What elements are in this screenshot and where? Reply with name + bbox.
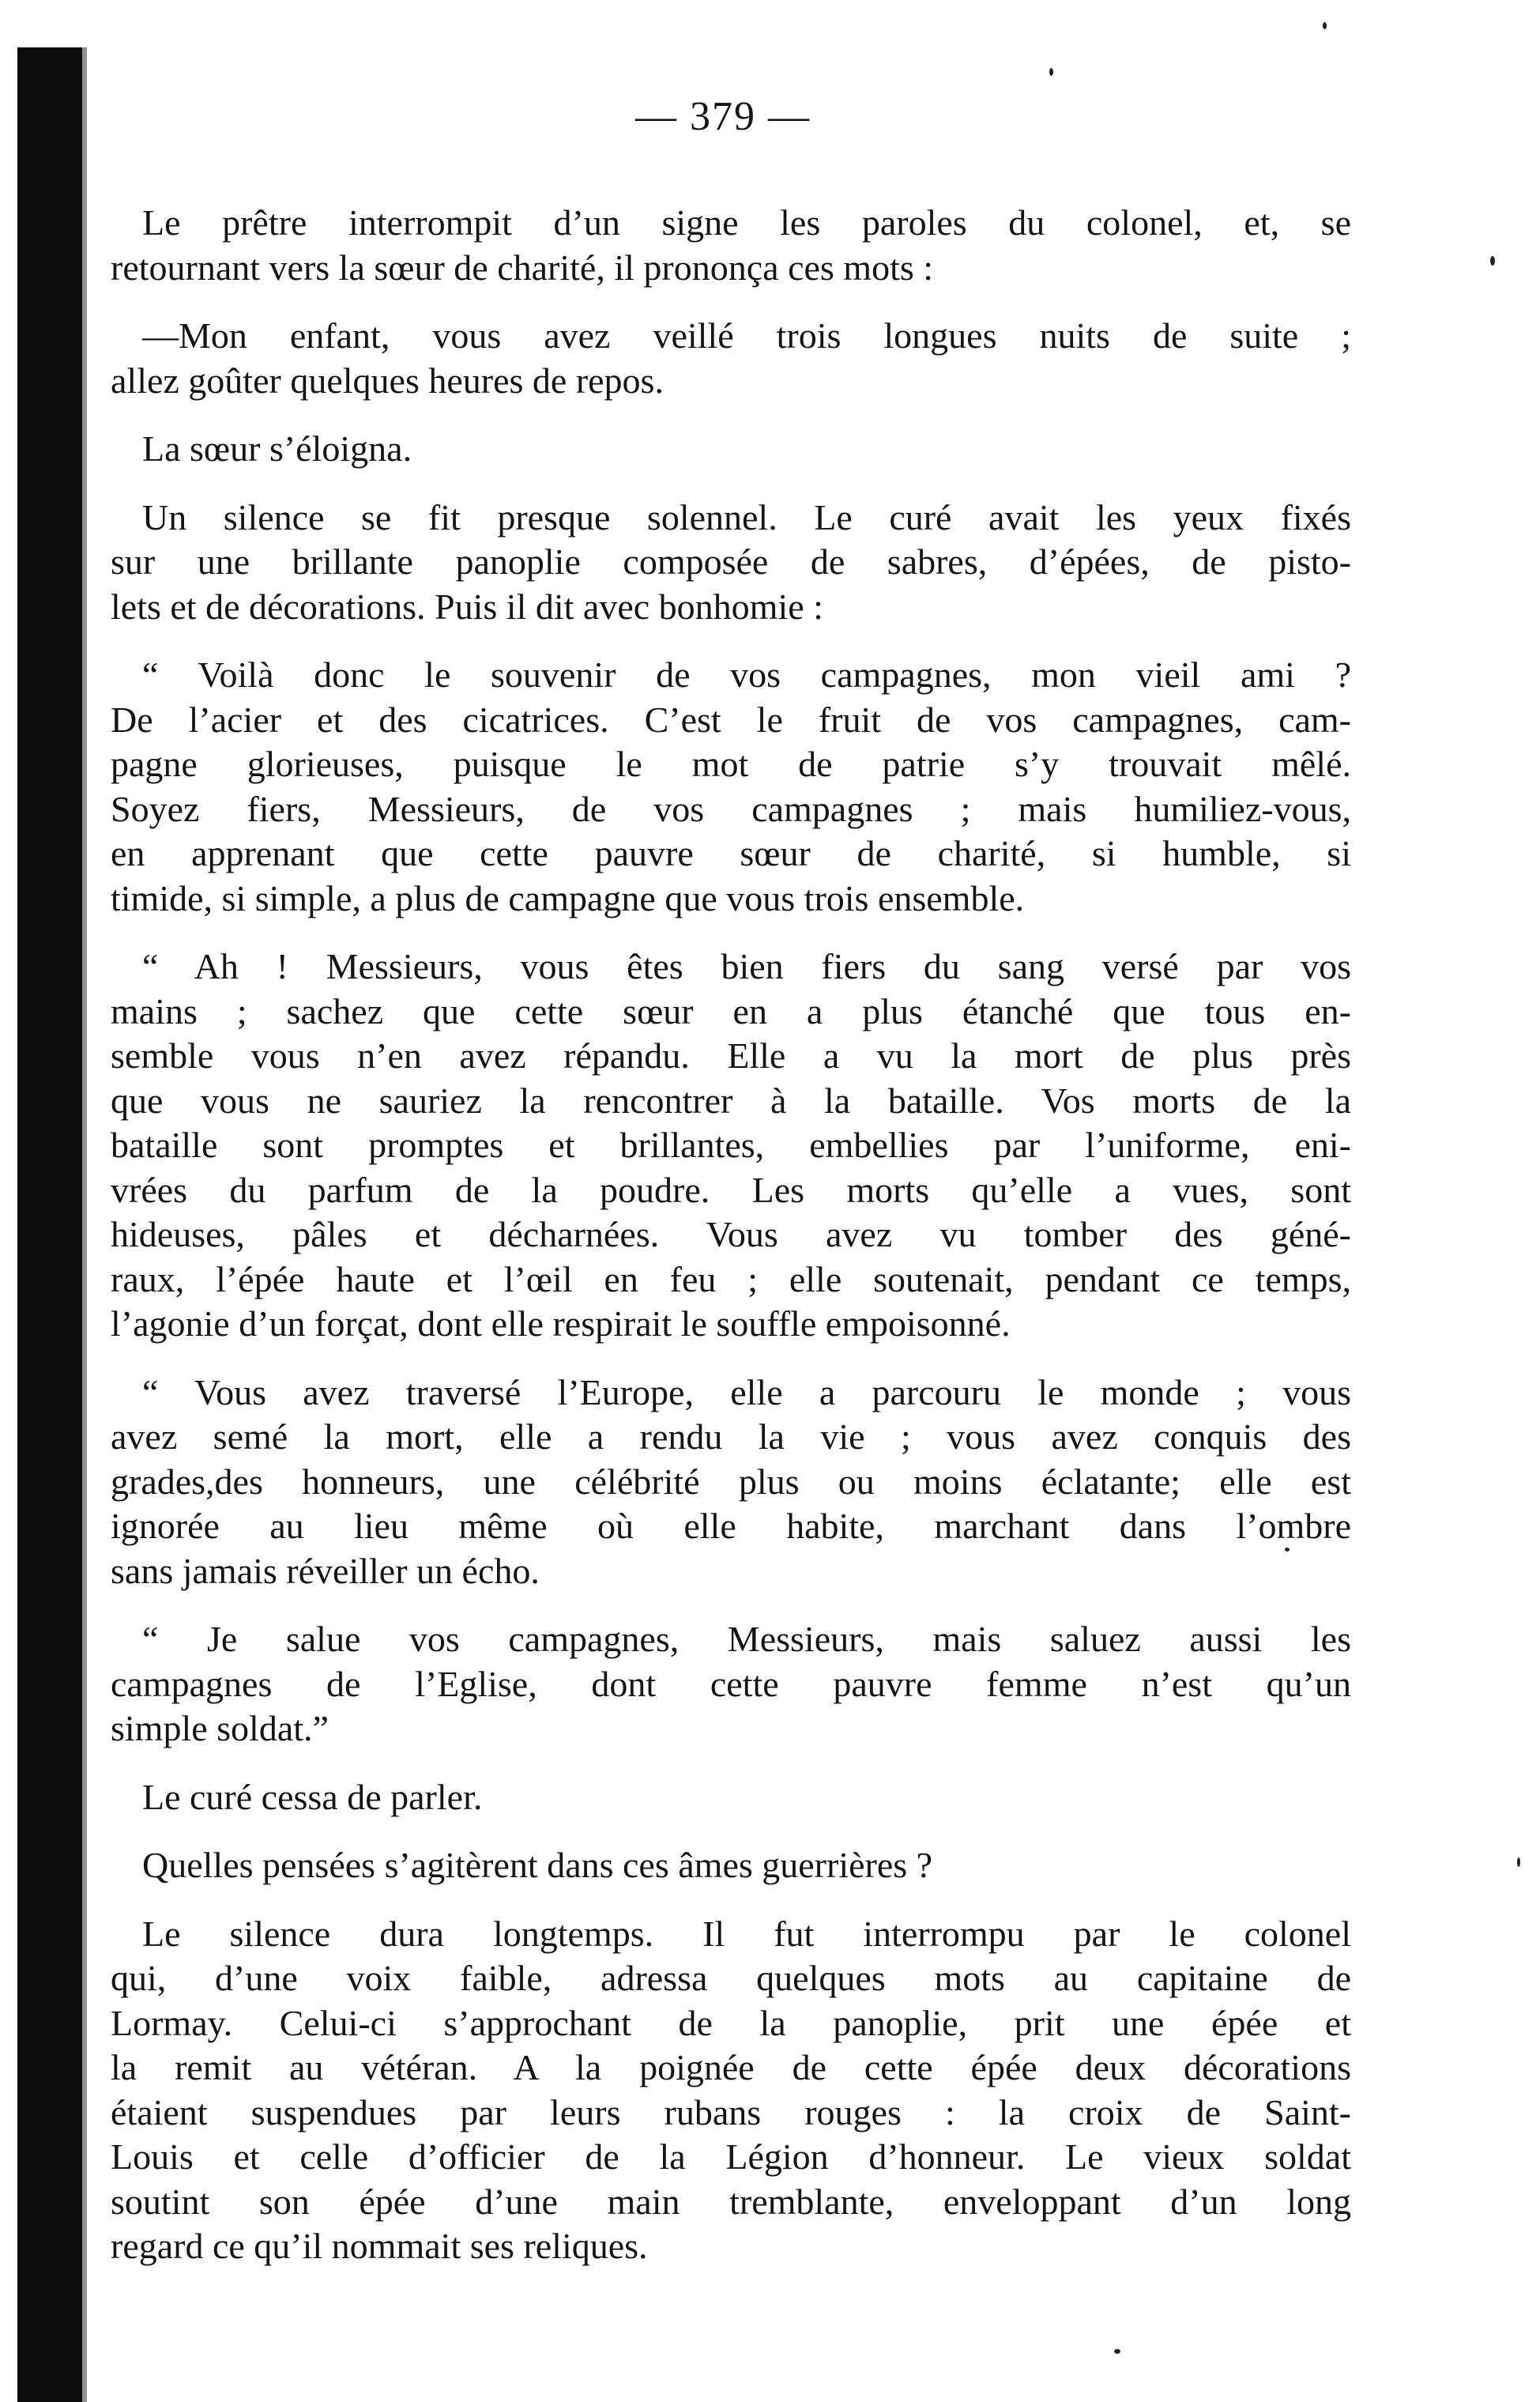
paragraph bbox=[111, 201, 1351, 290]
text-line: sur une brillante panoplie composée de sabres, d’épées, de pisto- bbox=[111, 541, 1351, 582]
text-line: allez goûter quelques heures de repos. bbox=[111, 360, 664, 401]
text-line: mains ; sachez que cette sœur en a plus étanché que tous en- bbox=[111, 990, 1351, 1031]
text-line: regard ce qu’il nommait ses reliques. bbox=[111, 2226, 648, 2266]
text-line: raux, l’épée haute et l’œil en feu ; elle soutenait, pendant ce temps, bbox=[111, 1258, 1351, 1299]
text-line: Le silence dura longtemps. Il fut interrompu par le colonel bbox=[142, 1913, 1351, 1954]
text-line: étaient suspendues par leurs rubans rouges : la croix de Saint- bbox=[111, 2091, 1351, 2132]
scan-speck bbox=[1490, 256, 1495, 266]
scan-speck bbox=[1517, 1857, 1520, 1867]
book-gutter-shadow bbox=[17, 47, 82, 2402]
gutter-edge bbox=[82, 47, 87, 2402]
text-line: qui, d’une voix faible, adressa quelques mots au capitaine de bbox=[111, 1958, 1351, 1998]
text-line: la remit au vétéran. A la poignée de cette épée deux décorations bbox=[111, 2047, 1351, 2087]
text-line: grades,des honneurs, une célébrité plus ou moins éclatante; elle est bbox=[111, 1461, 1351, 1502]
paragraph bbox=[111, 1371, 1351, 1594]
paragraph bbox=[111, 496, 1351, 630]
text-line: ignorée au lieu même où elle habite, marchant dans l’ombre bbox=[111, 1506, 1351, 1546]
paragraph bbox=[111, 1843, 1351, 1888]
text-line: simple soldat.” bbox=[111, 1708, 329, 1748]
text-line: bataille sont promptes et brillantes, embellies par l’uniforme, eni- bbox=[111, 1125, 1351, 1165]
scan-speck bbox=[1114, 2349, 1120, 2354]
paragraph bbox=[111, 1617, 1351, 1752]
text-line: timide, si simple, a plus de campagne que vous trois ensemble. bbox=[111, 877, 1025, 918]
text-line: Louis et celle d’officier de la Légion d’honneur. Le vieux soldat bbox=[111, 2136, 1351, 2177]
text-line: campagnes de l’Eglise, dont cette pauvre femme n’est qu’un bbox=[111, 1663, 1351, 1704]
paragraph bbox=[111, 427, 1351, 472]
text-line: sans jamais réveiller un écho. bbox=[111, 1550, 540, 1591]
text-line: l’agonie d’un forçat, dont elle respirait le souffle empoisonné. bbox=[111, 1303, 1011, 1344]
paragraph bbox=[111, 314, 1351, 403]
text-line: “ Ah ! Messieurs, vous êtes bien fiers du sang versé par vos bbox=[142, 946, 1351, 986]
text-line: Soyez fiers, Messieurs, de vos campagnes ; mais humiliez-vous, bbox=[111, 788, 1351, 829]
scan-speck bbox=[1323, 22, 1327, 29]
paragraph bbox=[111, 945, 1351, 1347]
page-number: — 379 — bbox=[635, 94, 811, 139]
text-line: soutint son épée d’une main tremblante, enveloppant d’un long bbox=[111, 2181, 1351, 2222]
text-line: Un silence se fit presque solennel. Le curé avait les yeux fixés bbox=[142, 496, 1351, 537]
text-line: Quelles pensées s’agitèrent dans ces âmes guerrières ? bbox=[142, 1845, 933, 1885]
text-line: en apprenant que cette pauvre sœur de charité, si humble, si bbox=[111, 833, 1351, 873]
paragraph bbox=[111, 1775, 1351, 1820]
text-line: —Mon enfant, vous avez veillé trois longues nuits de suite ; bbox=[142, 315, 1351, 356]
text-line: “ Voilà donc le souvenir de vos campagnes, mon vieil ami ? bbox=[142, 654, 1351, 695]
paragraph bbox=[111, 653, 1351, 921]
text-line: De l’acier et des cicatrices. C’est le fruit de vos campagnes, cam- bbox=[111, 699, 1351, 740]
text-line: hideuses, pâles et décharnées. Vous avez vu tomber des géné- bbox=[111, 1214, 1351, 1254]
text-line: vrées du parfum de la poudre. Les morts qu’elle a vues, sont bbox=[111, 1169, 1351, 1210]
text-line: Lormay. Celui-ci s’approchant de la panoplie, prit une épée et bbox=[111, 2002, 1351, 2043]
scan-speck bbox=[1049, 68, 1053, 76]
paragraph bbox=[111, 1912, 1351, 2269]
text-line: “ Je salue vos campagnes, Messieurs, mais saluez aussi les bbox=[142, 1619, 1351, 1659]
text-line: Le prêtre interrompit d’un signe les paroles du colonel, et, se bbox=[142, 202, 1351, 243]
text-line: que vous ne sauriez la rencontrer à la bataille. Vos morts de la bbox=[111, 1080, 1351, 1121]
body-text bbox=[111, 201, 1351, 2293]
text-line: lets et de décorations. Puis il dit avec bonhomie : bbox=[111, 586, 823, 627]
text-line: semble vous n’en avez répandu. Elle a vu la mort de plus près bbox=[111, 1035, 1351, 1076]
text-line: La sœur s’éloigna. bbox=[142, 428, 412, 469]
text-line: retournant vers la sœur de charité, il prononça ces mots : bbox=[111, 247, 934, 288]
text-line: Le curé cessa de parler. bbox=[142, 1776, 483, 1817]
text-line: pagne glorieuses, puisque le mot de patrie s’y trouvait mêlé. bbox=[111, 744, 1351, 784]
text-line: avez semé la mort, elle a rendu la vie ; vous avez conquis des bbox=[111, 1416, 1351, 1457]
text-line: “ Vous avez traversé l’Europe, elle a parcouru le monde ; vous bbox=[142, 1371, 1351, 1412]
